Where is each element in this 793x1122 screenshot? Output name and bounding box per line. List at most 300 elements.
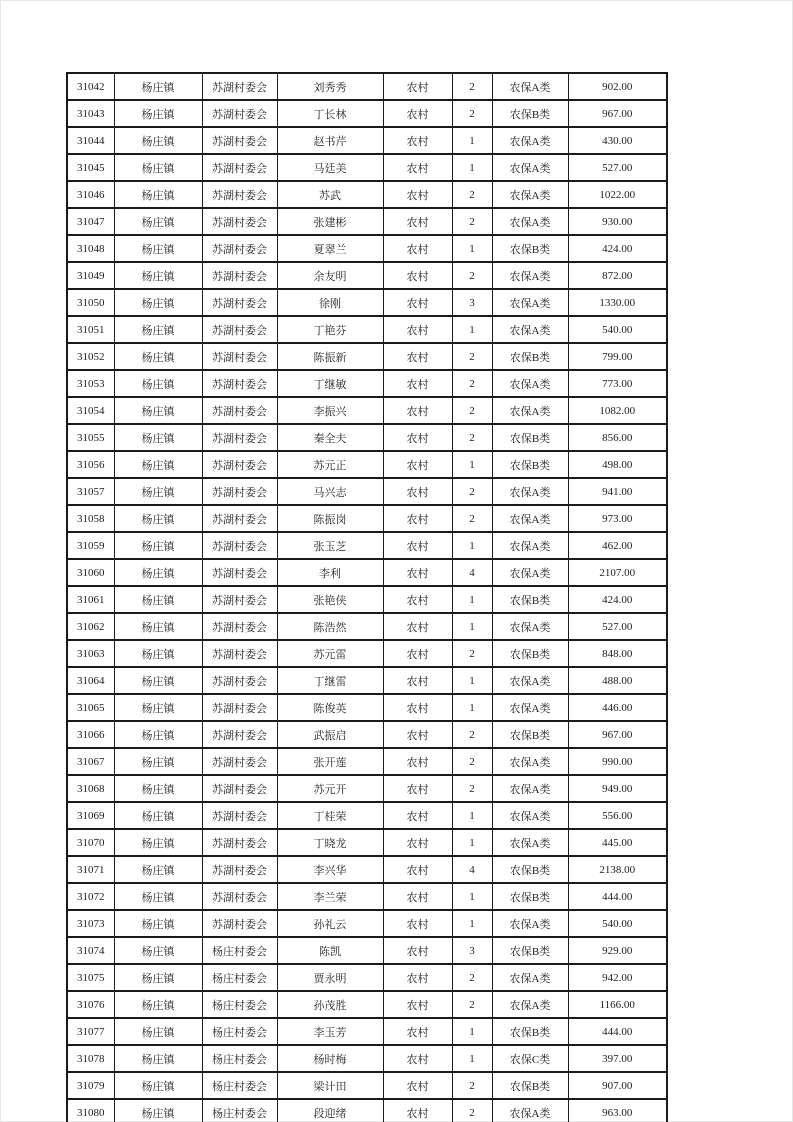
residence-type-cell: 农村 <box>383 586 452 613</box>
serial-number-cell: 31080 <box>67 1099 114 1122</box>
village-committee-cell: 苏湖村委会 <box>202 289 277 316</box>
insurance-category-cell: 农保A类 <box>492 289 568 316</box>
person-count-cell: 1 <box>452 667 492 694</box>
residence-type-cell: 农村 <box>383 721 452 748</box>
insurance-category-cell: 农保A类 <box>492 262 568 289</box>
person-count-cell: 2 <box>452 343 492 370</box>
amount-cell: 967.00 <box>568 721 667 748</box>
person-count-cell: 2 <box>452 721 492 748</box>
amount-cell: 424.00 <box>568 586 667 613</box>
serial-number-cell: 31071 <box>67 856 114 883</box>
person-name-cell: 陈俊英 <box>277 694 383 721</box>
table-body <box>67 73 667 1122</box>
table-row <box>67 775 667 802</box>
table-row <box>67 181 667 208</box>
serial-number-cell: 31064 <box>67 667 114 694</box>
serial-number-cell: 31048 <box>67 235 114 262</box>
town-cell: 杨庄镇 <box>114 343 202 370</box>
table-row <box>67 100 667 127</box>
insurance-category-cell: 农保B类 <box>492 424 568 451</box>
residence-type-cell: 农村 <box>383 856 452 883</box>
village-committee-cell: 苏湖村委会 <box>202 235 277 262</box>
town-cell: 杨庄镇 <box>114 532 202 559</box>
insurance-category-cell: 农保A类 <box>492 73 568 100</box>
person-name-cell: 李兴华 <box>277 856 383 883</box>
insurance-category-cell: 农保A类 <box>492 748 568 775</box>
serial-number-cell: 31059 <box>67 532 114 559</box>
village-committee-cell: 苏湖村委会 <box>202 343 277 370</box>
amount-cell: 540.00 <box>568 910 667 937</box>
village-committee-cell: 苏湖村委会 <box>202 613 277 640</box>
residence-type-cell: 农村 <box>383 991 452 1018</box>
person-count-cell: 2 <box>452 100 492 127</box>
village-committee-cell: 苏湖村委会 <box>202 316 277 343</box>
person-name-cell: 张艳侠 <box>277 586 383 613</box>
town-cell: 杨庄镇 <box>114 910 202 937</box>
person-name-cell: 马兴志 <box>277 478 383 505</box>
town-cell: 杨庄镇 <box>114 1072 202 1099</box>
table-row <box>67 370 667 397</box>
residence-type-cell: 农村 <box>383 154 452 181</box>
serial-number-cell: 31043 <box>67 100 114 127</box>
amount-cell: 527.00 <box>568 613 667 640</box>
person-count-cell: 2 <box>452 208 492 235</box>
person-count-cell: 1 <box>452 829 492 856</box>
person-count-cell: 3 <box>452 937 492 964</box>
village-committee-cell: 苏湖村委会 <box>202 451 277 478</box>
serial-number-cell: 31046 <box>67 181 114 208</box>
town-cell: 杨庄镇 <box>114 802 202 829</box>
amount-cell: 1082.00 <box>568 397 667 424</box>
person-name-cell: 张开莲 <box>277 748 383 775</box>
serial-number-cell: 31052 <box>67 343 114 370</box>
village-committee-cell: 苏湖村委会 <box>202 208 277 235</box>
residence-type-cell: 农村 <box>383 748 452 775</box>
person-name-cell: 夏翠兰 <box>277 235 383 262</box>
town-cell: 杨庄镇 <box>114 316 202 343</box>
person-name-cell: 丁继敏 <box>277 370 383 397</box>
serial-number-cell: 31058 <box>67 505 114 532</box>
residence-type-cell: 农村 <box>383 532 452 559</box>
town-cell: 杨庄镇 <box>114 100 202 127</box>
person-name-cell: 李振兴 <box>277 397 383 424</box>
person-count-cell: 1 <box>452 1018 492 1045</box>
insurance-category-cell: 农保A类 <box>492 208 568 235</box>
person-count-cell: 2 <box>452 505 492 532</box>
town-cell: 杨庄镇 <box>114 478 202 505</box>
residence-type-cell: 农村 <box>383 370 452 397</box>
village-committee-cell: 苏湖村委会 <box>202 424 277 451</box>
town-cell: 杨庄镇 <box>114 424 202 451</box>
table-row <box>67 802 667 829</box>
residence-type-cell: 农村 <box>383 424 452 451</box>
amount-cell: 949.00 <box>568 775 667 802</box>
insurance-category-cell: 农保B类 <box>492 235 568 262</box>
town-cell: 杨庄镇 <box>114 559 202 586</box>
town-cell: 杨庄镇 <box>114 235 202 262</box>
amount-cell: 2138.00 <box>568 856 667 883</box>
person-count-cell: 1 <box>452 883 492 910</box>
insurance-category-cell: 农保B类 <box>492 586 568 613</box>
table-row <box>67 1072 667 1099</box>
town-cell: 杨庄镇 <box>114 640 202 667</box>
person-count-cell: 2 <box>452 370 492 397</box>
residence-type-cell: 农村 <box>383 262 452 289</box>
serial-number-cell: 31078 <box>67 1045 114 1072</box>
village-committee-cell: 苏湖村委会 <box>202 829 277 856</box>
town-cell: 杨庄镇 <box>114 586 202 613</box>
table-row <box>67 235 667 262</box>
insurance-category-cell: 农保B类 <box>492 883 568 910</box>
person-name-cell: 陈凯 <box>277 937 383 964</box>
residence-type-cell: 农村 <box>383 127 452 154</box>
village-committee-cell: 苏湖村委会 <box>202 910 277 937</box>
serial-number-cell: 31055 <box>67 424 114 451</box>
amount-cell: 930.00 <box>568 208 667 235</box>
residence-type-cell: 农村 <box>383 694 452 721</box>
person-name-cell: 杨时梅 <box>277 1045 383 1072</box>
village-committee-cell: 苏湖村委会 <box>202 73 277 100</box>
table-row <box>67 397 667 424</box>
town-cell: 杨庄镇 <box>114 208 202 235</box>
serial-number-cell: 31077 <box>67 1018 114 1045</box>
person-name-cell: 丁继雷 <box>277 667 383 694</box>
person-count-cell: 1 <box>452 154 492 181</box>
amount-cell: 397.00 <box>568 1045 667 1072</box>
person-name-cell: 陈振岗 <box>277 505 383 532</box>
table-row <box>67 127 667 154</box>
town-cell: 杨庄镇 <box>114 964 202 991</box>
insurance-category-cell: 农保A类 <box>492 964 568 991</box>
table-row <box>67 289 667 316</box>
insurance-category-cell: 农保A类 <box>492 316 568 343</box>
residence-type-cell: 农村 <box>383 451 452 478</box>
person-name-cell: 段迎绪 <box>277 1099 383 1122</box>
table-row <box>67 154 667 181</box>
person-name-cell: 张玉芝 <box>277 532 383 559</box>
person-name-cell: 丁长林 <box>277 100 383 127</box>
residence-type-cell: 农村 <box>383 613 452 640</box>
residence-type-cell: 农村 <box>383 181 452 208</box>
person-count-cell: 2 <box>452 397 492 424</box>
town-cell: 杨庄镇 <box>114 883 202 910</box>
amount-cell: 1330.00 <box>568 289 667 316</box>
table-row <box>67 1045 667 1072</box>
person-count-cell: 2 <box>452 964 492 991</box>
table-row <box>67 532 667 559</box>
serial-number-cell: 31074 <box>67 937 114 964</box>
amount-cell: 941.00 <box>568 478 667 505</box>
table-row <box>67 694 667 721</box>
serial-number-cell: 31053 <box>67 370 114 397</box>
insurance-category-cell: 农保B类 <box>492 937 568 964</box>
insurance-category-cell: 农保A类 <box>492 802 568 829</box>
village-committee-cell: 苏湖村委会 <box>202 586 277 613</box>
amount-cell: 967.00 <box>568 100 667 127</box>
village-committee-cell: 苏湖村委会 <box>202 640 277 667</box>
village-committee-cell: 苏湖村委会 <box>202 856 277 883</box>
village-committee-cell: 苏湖村委会 <box>202 667 277 694</box>
serial-number-cell: 31045 <box>67 154 114 181</box>
insurance-category-cell: 农保A类 <box>492 397 568 424</box>
serial-number-cell: 31054 <box>67 397 114 424</box>
person-count-cell: 1 <box>452 1045 492 1072</box>
village-committee-cell: 苏湖村委会 <box>202 370 277 397</box>
table-row <box>67 964 667 991</box>
amount-cell: 1022.00 <box>568 181 667 208</box>
person-name-cell: 李利 <box>277 559 383 586</box>
person-count-cell: 1 <box>452 127 492 154</box>
town-cell: 杨庄镇 <box>114 505 202 532</box>
person-name-cell: 武振启 <box>277 721 383 748</box>
serial-number-cell: 31067 <box>67 748 114 775</box>
serial-number-cell: 31069 <box>67 802 114 829</box>
insurance-category-cell: 农保A类 <box>492 667 568 694</box>
serial-number-cell: 31050 <box>67 289 114 316</box>
person-name-cell: 贾永明 <box>277 964 383 991</box>
amount-cell: 773.00 <box>568 370 667 397</box>
insurance-category-cell: 农保B类 <box>492 1072 568 1099</box>
serial-number-cell: 31051 <box>67 316 114 343</box>
person-count-cell: 1 <box>452 235 492 262</box>
residence-type-cell: 农村 <box>383 667 452 694</box>
person-name-cell: 徐刚 <box>277 289 383 316</box>
serial-number-cell: 31063 <box>67 640 114 667</box>
benefits-table <box>66 72 668 1122</box>
person-name-cell: 李兰荣 <box>277 883 383 910</box>
table-row <box>67 883 667 910</box>
insurance-category-cell: 农保A类 <box>492 910 568 937</box>
insurance-category-cell: 农保A类 <box>492 370 568 397</box>
insurance-category-cell: 农保B类 <box>492 451 568 478</box>
residence-type-cell: 农村 <box>383 910 452 937</box>
amount-cell: 973.00 <box>568 505 667 532</box>
insurance-category-cell: 农保A类 <box>492 127 568 154</box>
town-cell: 杨庄镇 <box>114 667 202 694</box>
residence-type-cell: 农村 <box>383 397 452 424</box>
amount-cell: 444.00 <box>568 883 667 910</box>
table-row <box>67 721 667 748</box>
person-name-cell: 秦全夫 <box>277 424 383 451</box>
serial-number-cell: 31056 <box>67 451 114 478</box>
person-name-cell: 苏武 <box>277 181 383 208</box>
table-row <box>67 937 667 964</box>
table-row <box>67 991 667 1018</box>
insurance-category-cell: 农保C类 <box>492 1045 568 1072</box>
person-name-cell: 梁计田 <box>277 1072 383 1099</box>
table-row <box>67 73 667 100</box>
residence-type-cell: 农村 <box>383 73 452 100</box>
residence-type-cell: 农村 <box>383 478 452 505</box>
amount-cell: 902.00 <box>568 73 667 100</box>
town-cell: 杨庄镇 <box>114 127 202 154</box>
person-count-cell: 1 <box>452 316 492 343</box>
village-committee-cell: 杨庄村委会 <box>202 964 277 991</box>
amount-cell: 856.00 <box>568 424 667 451</box>
insurance-category-cell: 农保A类 <box>492 991 568 1018</box>
person-count-cell: 1 <box>452 802 492 829</box>
person-count-cell: 2 <box>452 262 492 289</box>
serial-number-cell: 31073 <box>67 910 114 937</box>
person-name-cell: 赵书芹 <box>277 127 383 154</box>
amount-cell: 527.00 <box>568 154 667 181</box>
town-cell: 杨庄镇 <box>114 451 202 478</box>
person-count-cell: 1 <box>452 451 492 478</box>
residence-type-cell: 农村 <box>383 343 452 370</box>
insurance-category-cell: 农保A类 <box>492 181 568 208</box>
village-committee-cell: 苏湖村委会 <box>202 127 277 154</box>
amount-cell: 799.00 <box>568 343 667 370</box>
amount-cell: 1166.00 <box>568 991 667 1018</box>
person-name-cell: 苏元开 <box>277 775 383 802</box>
table-row <box>67 262 667 289</box>
amount-cell: 424.00 <box>568 235 667 262</box>
table-row <box>67 613 667 640</box>
amount-cell: 907.00 <box>568 1072 667 1099</box>
table-row <box>67 829 667 856</box>
person-count-cell: 1 <box>452 910 492 937</box>
table-row <box>67 316 667 343</box>
town-cell: 杨庄镇 <box>114 613 202 640</box>
amount-cell: 872.00 <box>568 262 667 289</box>
table-row <box>67 208 667 235</box>
table-row <box>67 559 667 586</box>
village-committee-cell: 杨庄村委会 <box>202 1072 277 1099</box>
village-committee-cell: 苏湖村委会 <box>202 181 277 208</box>
serial-number-cell: 31049 <box>67 262 114 289</box>
residence-type-cell: 农村 <box>383 775 452 802</box>
village-committee-cell: 杨庄村委会 <box>202 937 277 964</box>
residence-type-cell: 农村 <box>383 1099 452 1122</box>
person-count-cell: 1 <box>452 613 492 640</box>
amount-cell: 2107.00 <box>568 559 667 586</box>
village-committee-cell: 苏湖村委会 <box>202 883 277 910</box>
serial-number-cell: 31068 <box>67 775 114 802</box>
table-row <box>67 667 667 694</box>
insurance-category-cell: 农保B类 <box>492 1018 568 1045</box>
town-cell: 杨庄镇 <box>114 721 202 748</box>
village-committee-cell: 苏湖村委会 <box>202 802 277 829</box>
person-name-cell: 余友明 <box>277 262 383 289</box>
person-count-cell: 1 <box>452 532 492 559</box>
serial-number-cell: 31072 <box>67 883 114 910</box>
residence-type-cell: 农村 <box>383 937 452 964</box>
insurance-category-cell: 农保B类 <box>492 856 568 883</box>
village-committee-cell: 苏湖村委会 <box>202 775 277 802</box>
town-cell: 杨庄镇 <box>114 748 202 775</box>
person-count-cell: 2 <box>452 181 492 208</box>
person-count-cell: 4 <box>452 559 492 586</box>
town-cell: 杨庄镇 <box>114 370 202 397</box>
person-count-cell: 2 <box>452 73 492 100</box>
town-cell: 杨庄镇 <box>114 856 202 883</box>
insurance-category-cell: 农保A类 <box>492 829 568 856</box>
person-count-cell: 2 <box>452 640 492 667</box>
amount-cell: 462.00 <box>568 532 667 559</box>
residence-type-cell: 农村 <box>383 883 452 910</box>
town-cell: 杨庄镇 <box>114 1018 202 1045</box>
serial-number-cell: 31060 <box>67 559 114 586</box>
town-cell: 杨庄镇 <box>114 1045 202 1072</box>
table-row <box>67 505 667 532</box>
village-committee-cell: 苏湖村委会 <box>202 748 277 775</box>
person-name-cell: 刘秀秀 <box>277 73 383 100</box>
person-name-cell: 孙礼云 <box>277 910 383 937</box>
table-row <box>67 748 667 775</box>
residence-type-cell: 农村 <box>383 289 452 316</box>
village-committee-cell: 苏湖村委会 <box>202 559 277 586</box>
serial-number-cell: 31066 <box>67 721 114 748</box>
amount-cell: 929.00 <box>568 937 667 964</box>
insurance-category-cell: 农保A类 <box>492 505 568 532</box>
person-count-cell: 4 <box>452 856 492 883</box>
residence-type-cell: 农村 <box>383 100 452 127</box>
serial-number-cell: 31044 <box>67 127 114 154</box>
table-row <box>67 478 667 505</box>
serial-number-cell: 31076 <box>67 991 114 1018</box>
village-committee-cell: 杨庄村委会 <box>202 991 277 1018</box>
village-committee-cell: 苏湖村委会 <box>202 100 277 127</box>
serial-number-cell: 31057 <box>67 478 114 505</box>
serial-number-cell: 31075 <box>67 964 114 991</box>
person-name-cell: 李玉芳 <box>277 1018 383 1045</box>
village-committee-cell: 苏湖村委会 <box>202 397 277 424</box>
serial-number-cell: 31061 <box>67 586 114 613</box>
person-name-cell: 孙茂胜 <box>277 991 383 1018</box>
table-row <box>67 1099 667 1122</box>
village-committee-cell: 苏湖村委会 <box>202 532 277 559</box>
person-count-cell: 2 <box>452 1072 492 1099</box>
amount-cell: 848.00 <box>568 640 667 667</box>
person-name-cell: 陈振新 <box>277 343 383 370</box>
insurance-category-cell: 农保A类 <box>492 532 568 559</box>
serial-number-cell: 31047 <box>67 208 114 235</box>
serial-number-cell: 31042 <box>67 73 114 100</box>
person-name-cell: 张建彬 <box>277 208 383 235</box>
village-committee-cell: 苏湖村委会 <box>202 505 277 532</box>
residence-type-cell: 农村 <box>383 316 452 343</box>
town-cell: 杨庄镇 <box>114 289 202 316</box>
amount-cell: 963.00 <box>568 1099 667 1122</box>
person-name-cell: 丁桂荣 <box>277 802 383 829</box>
insurance-category-cell: 农保B类 <box>492 100 568 127</box>
residence-type-cell: 农村 <box>383 964 452 991</box>
table-row <box>67 910 667 937</box>
person-name-cell: 陈浩然 <box>277 613 383 640</box>
village-committee-cell: 杨庄村委会 <box>202 1045 277 1072</box>
amount-cell: 556.00 <box>568 802 667 829</box>
residence-type-cell: 农村 <box>383 559 452 586</box>
person-name-cell: 苏元正 <box>277 451 383 478</box>
insurance-category-cell: 农保A类 <box>492 613 568 640</box>
residence-type-cell: 农村 <box>383 505 452 532</box>
table-row <box>67 1018 667 1045</box>
table-row <box>67 856 667 883</box>
insurance-category-cell: 农保A类 <box>492 1099 568 1122</box>
amount-cell: 430.00 <box>568 127 667 154</box>
town-cell: 杨庄镇 <box>114 73 202 100</box>
village-committee-cell: 苏湖村委会 <box>202 721 277 748</box>
insurance-category-cell: 农保A类 <box>492 694 568 721</box>
town-cell: 杨庄镇 <box>114 397 202 424</box>
person-name-cell: 苏元雷 <box>277 640 383 667</box>
person-count-cell: 2 <box>452 748 492 775</box>
town-cell: 杨庄镇 <box>114 937 202 964</box>
person-count-cell: 2 <box>452 424 492 451</box>
residence-type-cell: 农村 <box>383 208 452 235</box>
residence-type-cell: 农村 <box>383 235 452 262</box>
village-committee-cell: 苏湖村委会 <box>202 478 277 505</box>
